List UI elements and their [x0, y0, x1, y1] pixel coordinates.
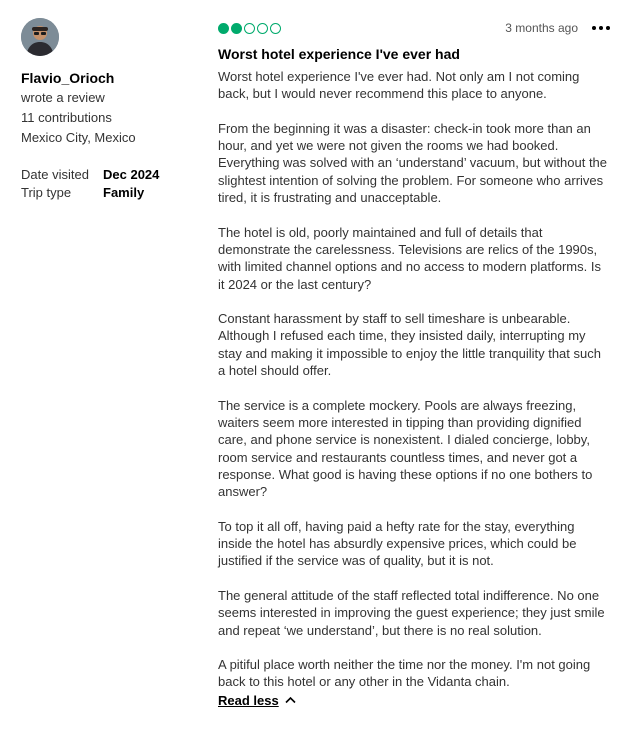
- more-options-icon[interactable]: [592, 20, 610, 36]
- read-less-label: Read less: [218, 692, 279, 708]
- review-body: [218, 68, 610, 691]
- review-header: [218, 20, 610, 36]
- bubble-rating: [218, 23, 281, 34]
- review-paragraph: The service is a complete mockery. Pools are always freezing, waiters seem more interested in tipping than providing dignified care, and phone service is nonexistent. I dialed concierge, lobby, room service and restaurants countless times, and never got a response. What good is having these options if no one bothers to answer?: [218, 397, 593, 500]
- trip-type-value: Family: [103, 185, 145, 200]
- date-visited-label: Date visited: [21, 167, 89, 182]
- user-avatar-icon[interactable]: [21, 18, 59, 56]
- bubble-empty-icon: [244, 23, 255, 34]
- bubble-empty-icon: [270, 23, 281, 34]
- review-paragraph: Constant harassment by staff to sell timeshare is unbearable. Although I refused each time, they insisted daily, interrupting my stay and making it impossible to enjoy the little tranquility that such a hotel should offer.: [218, 311, 601, 379]
- date-visited-value: Dec 2024: [103, 167, 160, 182]
- bubble-empty-icon: [257, 23, 268, 34]
- review-paragraph: The hotel is old, poorly maintained and full of details that demonstrate the carelessness. Televisions are relics of the 1990s, with limited channel options and no access to modern platforms. Is it 2024 or the last century?: [218, 224, 601, 292]
- review-paragraph: To top it all off, having paid a hefty rate for the stay, everything inside the hotel has absurdly expensive prices, which could be justified if the service was of quality, but it is not.: [218, 518, 577, 569]
- reviewer-panel: [21, 18, 201, 202]
- reviewer-location: Mexico City, Mexico: [21, 130, 136, 145]
- read-less-button[interactable]: [218, 693, 296, 708]
- review-paragraph: The general attitude of the staff reflected total indifference. No one seems interested in improving the guest experience; they just smile and repeat ‘we understand’, but there is no real solution.: [218, 587, 605, 638]
- visit-details: [21, 166, 201, 202]
- date-visited-row: [21, 166, 201, 184]
- chevron-up-icon: [285, 696, 296, 704]
- review-paragraph: Worst hotel experience I've ever had. Not only am I not coming back, but I would never recommend this place to anyone.: [218, 69, 580, 102]
- trip-type-label: Trip type: [21, 185, 72, 200]
- review-action: wrote a review: [21, 90, 105, 105]
- trip-type-row: [21, 184, 201, 202]
- review-date: 3 months ago: [505, 21, 578, 35]
- more-dot: [599, 26, 603, 30]
- bubble-filled-icon: [231, 23, 242, 34]
- review-panel: [218, 20, 610, 710]
- bubble-filled-icon: [218, 23, 229, 34]
- contributions-count: 11 contributions: [21, 110, 112, 125]
- more-dot: [592, 26, 596, 30]
- reviewer-name[interactable]: Flavio_Orioch: [21, 70, 115, 86]
- review-paragraph: A pitiful place worth neither the time nor the money. I'm not going back to this hotel or any other in the Vidanta chain.: [218, 657, 591, 690]
- more-dot: [606, 26, 610, 30]
- review-paragraph: From the beginning it was a disaster: check-in took more than an hour, and yet we were not given the rooms we had booked. Everything was solved with an ‘understand’ vacuum, but without the slightest intention of solving the problem. For someone who arrives tired, it is frustrating and unacceptable.: [218, 120, 608, 206]
- review-title[interactable]: Worst hotel experience I've ever had: [218, 46, 460, 62]
